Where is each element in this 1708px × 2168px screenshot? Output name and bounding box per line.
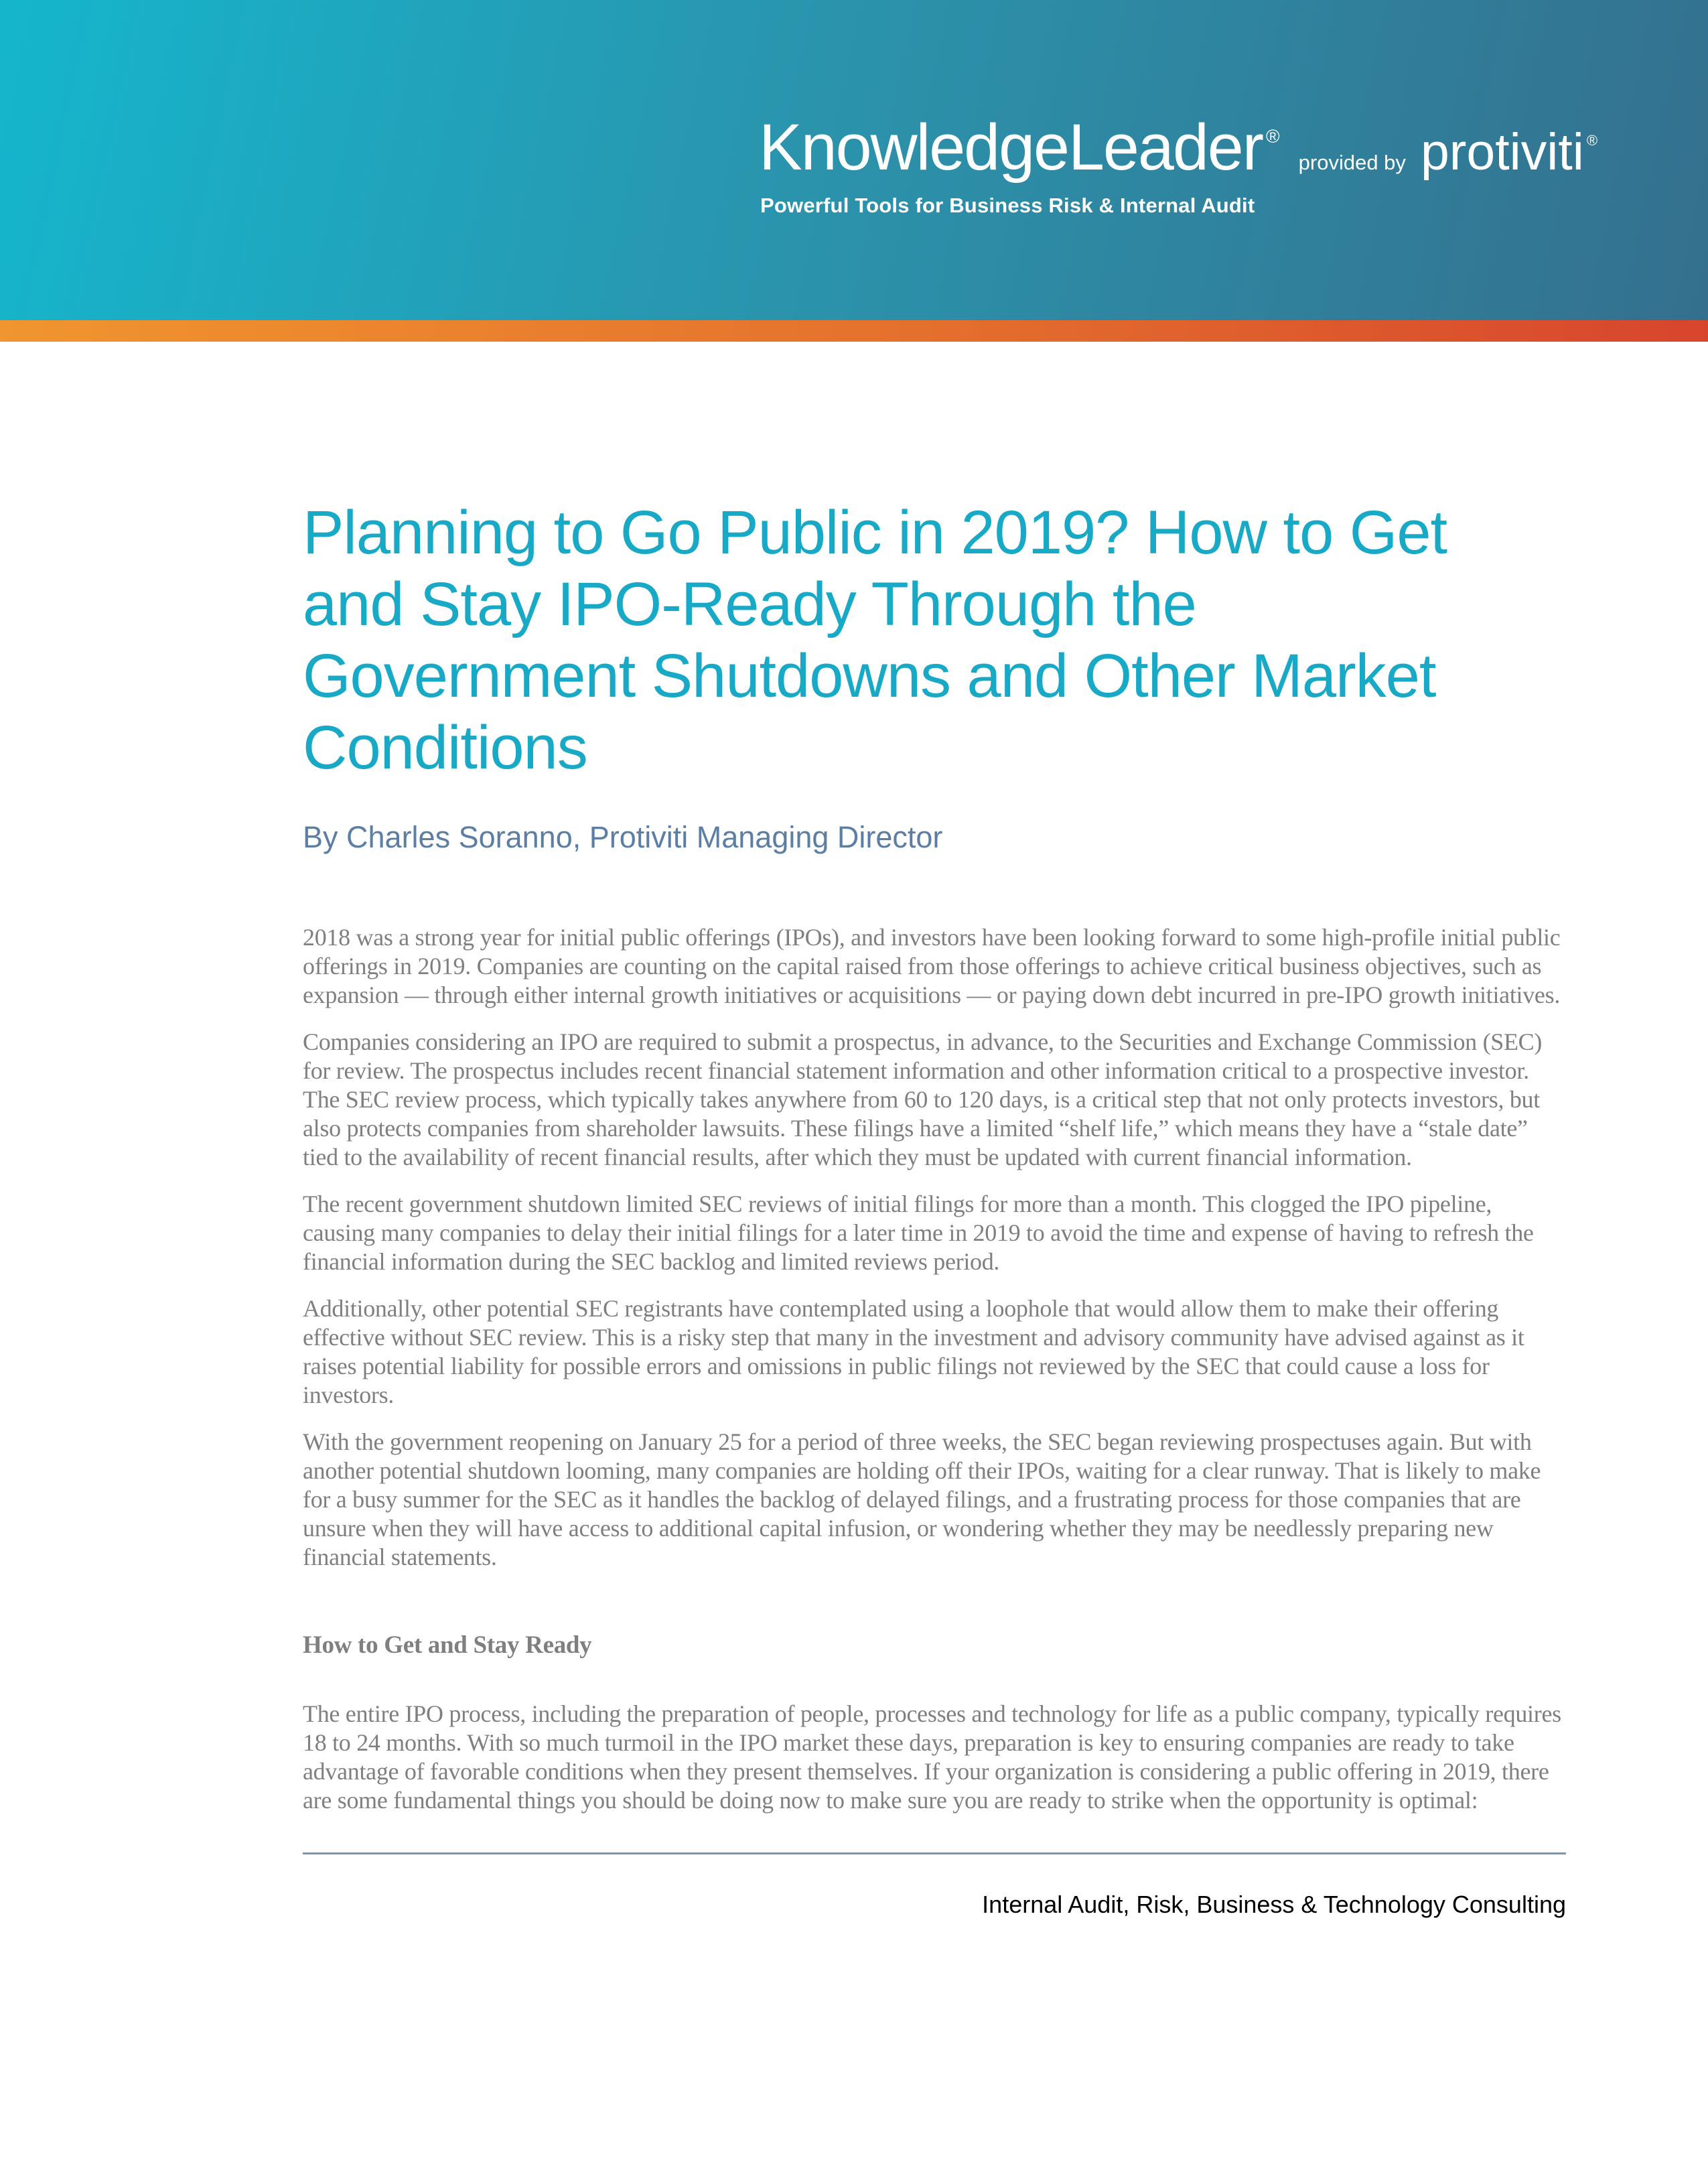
body-paragraph: The entire IPO process, including the preparation of people, processes and technology for life as a public company, typically requires 18 to 24 months. With so much turmoil in the IPO market these days, preparation is key to ensuring companies are ready to take advantage of favorable conditions when they present themselves. If your organization is considering a public offering in 2019, there are some fundamental things you should be doing now to make sure you are ready to strike when the opportunity is optimal: [303, 1700, 1561, 1814]
brand-lockup [759, 111, 1598, 184]
article-content [0, 497, 1708, 1919]
body-paragraph: The recent government shutdown limited SEC reviews of initial filings for more than a month. This clogged the IPO pipeline, causing many companies to delay their initial filings for a later time in 2019 to avoid the time and expense of having to refresh the financial information during the SEC backlog and limited reviews period. [303, 1191, 1534, 1275]
body-paragraph: With the government reopening on January 25 for a period of three weeks, the SEC began reviewing prospectuses again. But with another potential shutdown looming, many companies are holding off their IPOs, waiting for a clear runway. That is likely to make for a busy summer for the SEC as it handles the backlog of delayed filings, and a frustrating process for those companies that are unsure when they will have access to additional capital infusion, or wondering whether they may be needlessly preparing new financial statements. [303, 1428, 1541, 1570]
header-banner [0, 0, 1708, 320]
footer-divider [303, 1852, 1566, 1854]
protiviti-wordmark: protiviti [1420, 123, 1584, 181]
page-title-line: and Stay IPO-Ready Through the [303, 570, 1196, 638]
byline: By Charles Soranno, Protiviti Managing Director [303, 820, 943, 854]
registered-trademark-icon: ® [1586, 132, 1598, 149]
body-paragraph: Additionally, other potential SEC registrants have contemplated using a loophole that would allow them to make their offering effective without SEC review. This is a risky step that many in the investment and advisory community have advised against as it raises potential liability for possible errors and omissions in public filings not reviewed by the SEC that could cause a loss for investors. [303, 1295, 1524, 1408]
registered-trademark-icon: ® [1266, 126, 1280, 147]
page-title [303, 497, 1566, 784]
page-title-line: Government Shutdowns and Other Market [303, 642, 1436, 710]
provided-by-label: provided by [1298, 151, 1406, 174]
brand-tagline: Powerful Tools for Business Risk & Internal Audit [760, 194, 1255, 217]
footer-consulting-line: Internal Audit, Risk, Business & Technology Consulting [982, 1891, 1566, 1918]
body-copy [303, 923, 1566, 1815]
body-paragraph: 2018 was a strong year for initial public offerings (IPOs), and investors have been looking forward to some high-profile initial public offerings in 2019. Companies are counting on the capital raised from those offerings to achieve critical business objectives, such as expansion — through either internal growth initiatives or acquisitions — or paying down debt incurred in pre-IPO growth initiatives. [303, 924, 1561, 1008]
page-title-line: Planning to Go Public in 2019? How to Get [303, 498, 1447, 567]
body-paragraph: Companies considering an IPO are required to submit a prospectus, in advance, to the Securities and Exchange Commission (SEC) for review. The prospectus includes recent financial statement information and other information critical to a prospective investor. The SEC review process, which typically takes anywhere from 60 to 120 days, is a critical step that not only protects investors, but also protects companies from shareholder lawsuits. These filings have a limited “shelf life,” which means they have a “stale date” tied to the availability of recent financial results, after which they must be updated with current financial information. [303, 1028, 1543, 1170]
accent-stripe [0, 320, 1708, 342]
page-title-line: Conditions [303, 714, 587, 782]
knowledgeleader-wordmark: KnowledgeLeader [759, 111, 1263, 184]
section-heading: How to Get and Stay Ready [303, 1631, 592, 1659]
